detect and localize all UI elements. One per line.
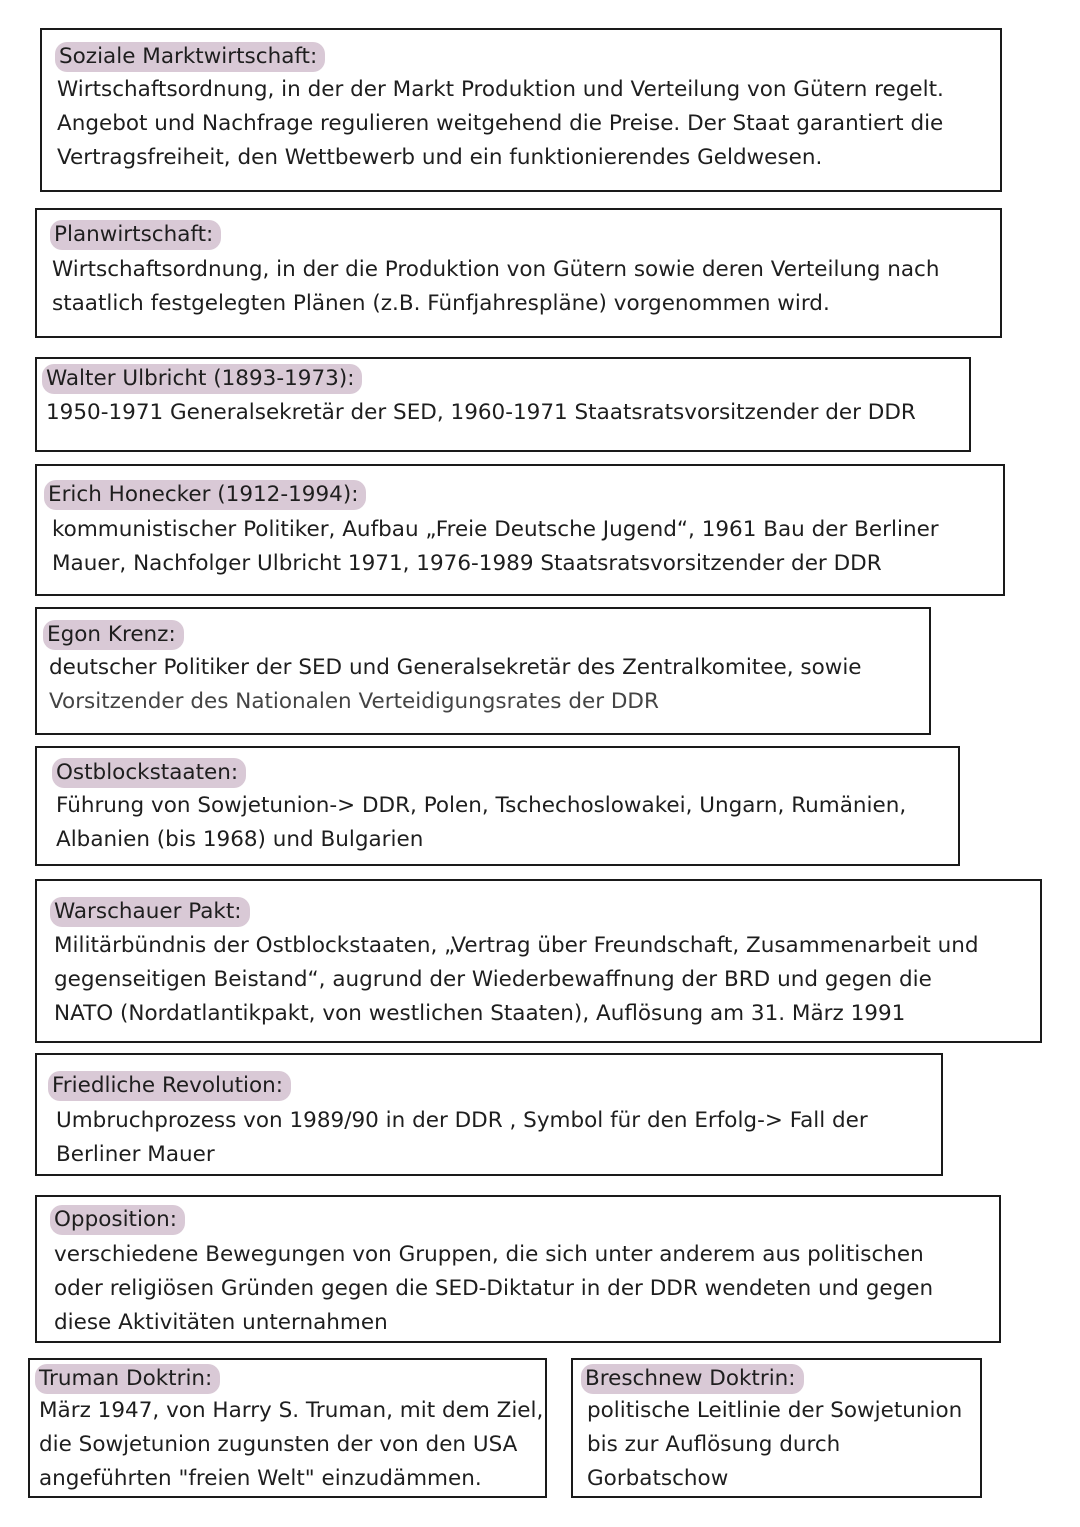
definition-line: kommunistischer Politiker, Aufbau „Freie Deutsche Jugend“, 1961 Bau der Berliner: [52, 517, 939, 542]
term-label: Opposition:: [50, 1205, 185, 1235]
term-label: Erich Honecker (1912-1994):: [44, 480, 366, 510]
entry-breschnew-doktrin: [571, 1358, 982, 1498]
entry-ostblockstaaten: [35, 746, 960, 866]
entry-opposition: [35, 1195, 1001, 1343]
definition-line: gegenseitigen Beistand“, augrund der Wiederbewaffnung der BRD und gegen die: [54, 967, 932, 992]
entry-planwirtschaft: [35, 208, 1002, 338]
term-label: Soziale Marktwirtschaft:: [55, 42, 325, 72]
definition-line: die Sowjetunion zugunsten der von den USA: [39, 1432, 518, 1457]
entry-walter-ulbricht: [35, 357, 971, 452]
entry-warschauer-pakt: [35, 879, 1042, 1043]
definition-line: Angebot und Nachfrage regulieren weitgehend die Preise. Der Staat garantiert die: [57, 111, 944, 136]
entry-friedliche-revolution: [35, 1053, 943, 1176]
term-label: Egon Krenz:: [43, 620, 184, 650]
term-label: Truman Doktrin:: [35, 1364, 220, 1394]
entry-truman-doktrin: [28, 1358, 547, 1498]
definition-line: deutscher Politiker der SED und Generalsekretär des Zentralkomitee, sowie: [49, 655, 862, 680]
definition-line: NATO (Nordatlantikpakt, von westlichen Staaten), Auflösung am 31. März 1991: [54, 1001, 906, 1026]
definition-line: bis zur Auflösung durch: [587, 1432, 841, 1457]
term-label: Planwirtschaft:: [50, 220, 221, 250]
definition-line: politische Leitlinie der Sowjetunion: [587, 1398, 963, 1423]
definition-line: Umbruchprozess von 1989/90 in der DDR , Symbol für den Erfolg-> Fall der: [56, 1108, 868, 1133]
definition-line: Wirtschaftsordnung, in der der Markt Produktion und Verteilung von Gütern regelt.: [57, 77, 944, 102]
definition-line: diese Aktivitäten unternahmen: [54, 1310, 388, 1335]
definition-line: Vertragsfreiheit, den Wettbewerb und ein funktionierendes Geldwesen.: [57, 145, 823, 170]
term-label: Warschauer Pakt:: [50, 897, 250, 927]
definition-line: angeführten "freien Welt" einzudämmen.: [39, 1466, 482, 1491]
definition-line: staatlich festgelegten Plänen (z.B. Fünfjahrespläne) vorgenommen wird.: [52, 291, 830, 316]
entry-erich-honecker: [35, 464, 1005, 596]
entry-egon-krenz: [35, 607, 931, 735]
definition-line: März 1947, von Harry S. Truman, mit dem Ziel,: [39, 1398, 544, 1423]
definition-line: Albanien (bis 1968) und Bulgarien: [56, 827, 424, 852]
definition-line: Führung von Sowjetunion-> DDR, Polen, Tschechoslowakei, Ungarn, Rumänien,: [56, 793, 907, 818]
definition-line: Vorsitzender des Nationalen Verteidigungsrates der DDR: [49, 689, 659, 714]
definition-line: Militärbündnis der Ostblockstaaten, „Vertrag über Freundschaft, Zusammenarbeit und: [54, 933, 979, 958]
definition-line: oder religiösen Gründen gegen die SED-Diktatur in der DDR wendeten und gegen: [54, 1276, 934, 1301]
term-label: Friedliche Revolution:: [48, 1071, 291, 1101]
term-label: Breschnew Doktrin:: [581, 1364, 804, 1394]
definition-line: 1950-1971 Generalsekretär der SED, 1960-1971 Staatsratsvorsitzender der DDR: [46, 400, 916, 425]
term-label: Ostblockstaaten:: [52, 758, 246, 788]
definition-line: Berliner Mauer: [56, 1142, 215, 1167]
definition-line: Gorbatschow: [587, 1466, 729, 1491]
definition-line: Mauer, Nachfolger Ulbricht 1971, 1976-1989 Staatsratsvorsitzender der DDR: [52, 551, 882, 576]
entry-soziale-marktwirtschaft: [40, 28, 1002, 192]
definition-line: verschiedene Bewegungen von Gruppen, die sich unter anderem aus politischen: [54, 1242, 924, 1267]
term-label: Walter Ulbricht (1893-1973):: [42, 364, 362, 394]
definition-line: Wirtschaftsordnung, in der die Produktion von Gütern sowie deren Verteilung nach: [52, 257, 940, 282]
